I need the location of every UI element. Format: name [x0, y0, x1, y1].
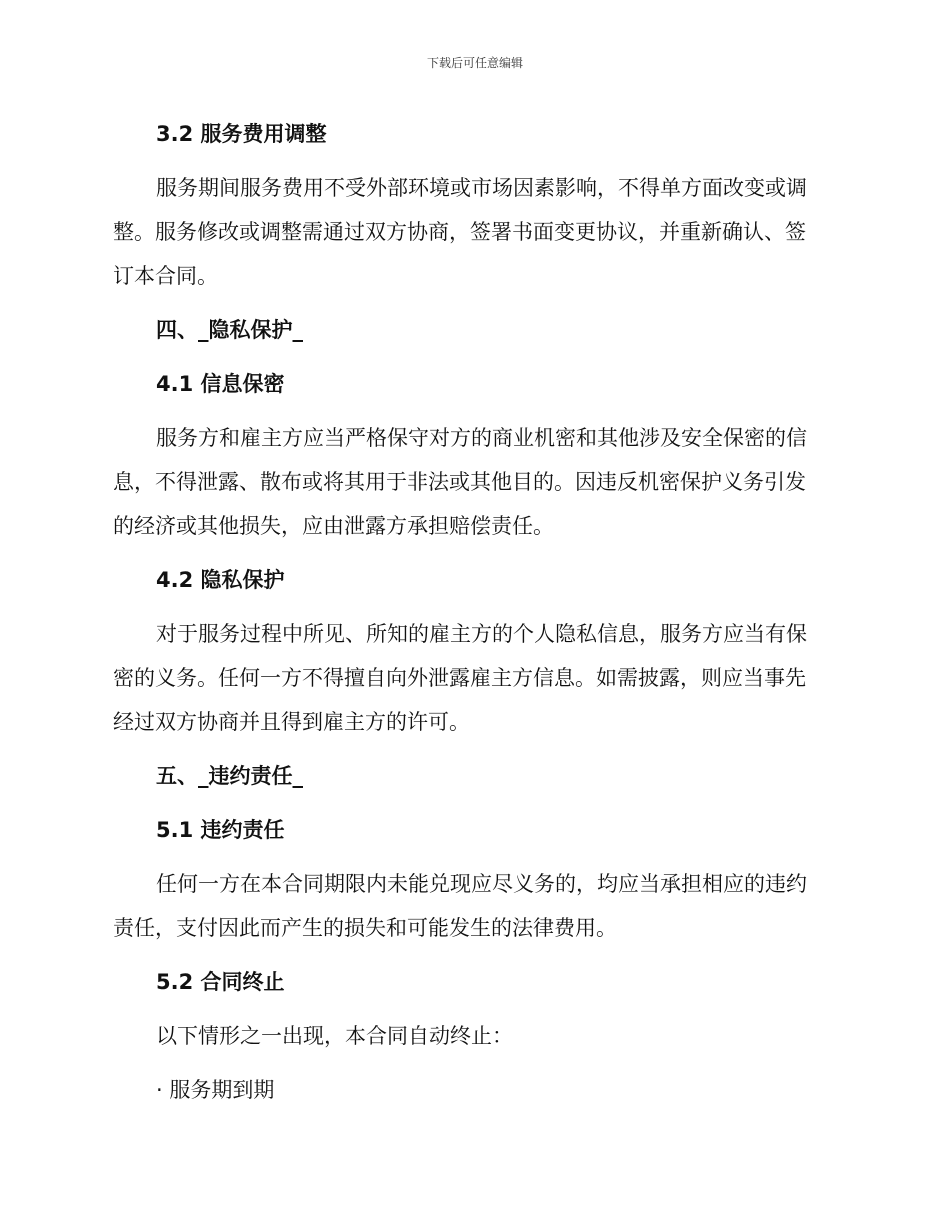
paragraph-4-2: [113, 612, 833, 744]
paragraph-line: 经过双方协商并且得到雇主方的许可。: [113, 710, 470, 734]
paragraph-line: 的经济或其他损失，应由泄露方承担赔偿责任。: [113, 514, 554, 538]
header-note: 下载后可任意编辑: [426, 56, 523, 70]
paragraph-3-2: [113, 166, 833, 298]
heading-5-1: 5.1 违约责任: [156, 818, 285, 842]
paragraph-line: 服务期间服务费用不受外部环境或市场因素影响，不得单方面改变或调: [156, 176, 807, 200]
paragraph-line: 服务方和雇主方应当严格保守对方的商业机密和其他涉及安全保密的信: [156, 426, 807, 450]
paragraph-4-1: [113, 416, 833, 548]
paragraph-line: 任何一方在本合同期限内未能兑现应尽义务的，均应当承担相应的违约: [156, 872, 807, 896]
paragraph-line: 密的义务。任何一方不得擅自向外泄露雇主方信息。如需披露，则应当事先: [113, 666, 806, 690]
paragraph-line: 对于服务过程中所见、所知的雇主方的个人隐私信息，服务方应当有保: [156, 622, 807, 646]
paragraph-5-1: [113, 862, 833, 950]
paragraph-5-2: [113, 1014, 833, 1058]
paragraph-line: 息，不得泄露、散布或将其用于非法或其他目的。因违反机密保护义务引发: [113, 470, 806, 494]
heading-4-1: 4.1 信息保密: [156, 372, 285, 396]
heading-4-2: 4.2 隐私保护: [156, 568, 285, 592]
paragraph-line: 整。服务修改或调整需通过双方协商，签署书面变更协议，并重新确认、签: [113, 220, 806, 244]
heading-section-4: 四、_隐私保护_: [156, 318, 303, 342]
heading-section-5: 五、_违约责任_: [156, 764, 303, 788]
paragraph-line: 订本合同。: [113, 264, 218, 288]
bullet-item: · 服务期到期: [156, 1078, 275, 1102]
document-body: [113, 112, 833, 1112]
heading-3-2: 3.2 服务费用调整: [156, 122, 327, 146]
heading-5-2: 5.2 合同终止: [156, 970, 285, 994]
paragraph-line: 以下情形之一出现，本合同自动终止：: [156, 1024, 513, 1048]
paragraph-line: 责任，支付因此而产生的损失和可能发生的法律费用。: [113, 916, 617, 940]
